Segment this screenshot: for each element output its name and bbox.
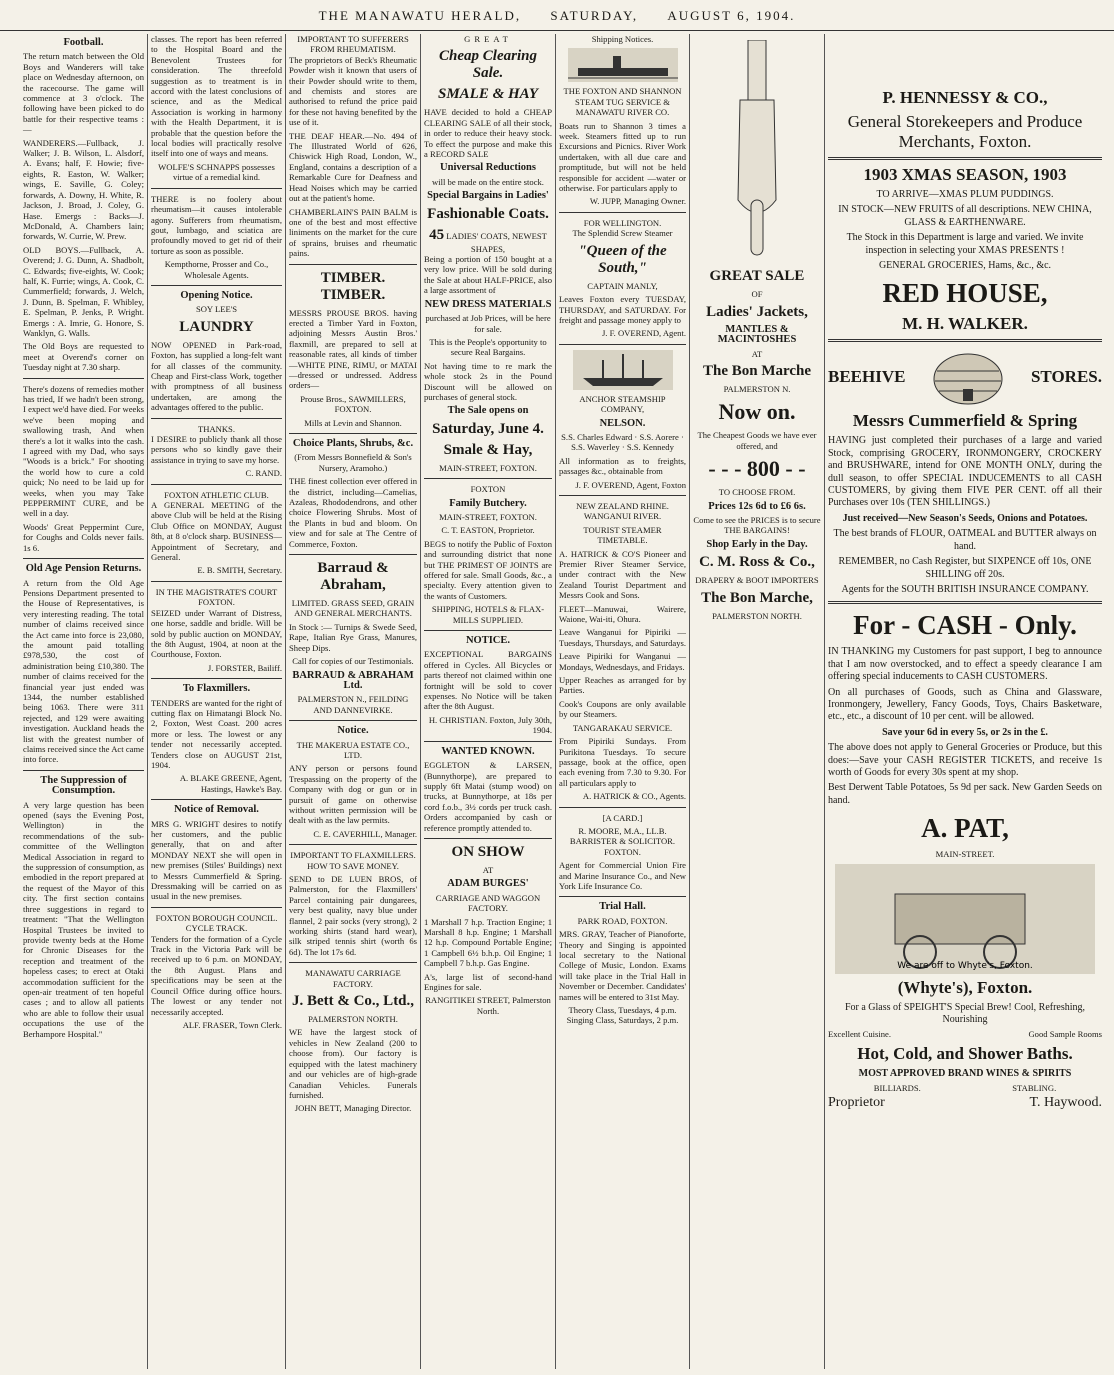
tanga-signature: A. HATRICK & CO., Agents. [582,791,686,802]
opening-title: Opening Notice. [180,289,253,301]
show-list: 1 Marshall 7 h.p. Traction Engine; 1 Marshall 8 h.p. Engine; 1 Marshall 12 h.p. Compound Portable Engine; 1 Campbell 6½ b.h.p. Oil Engine; 1 Campbell 7 b.h.p. Gas Engine. [424,916,552,969]
masthead-paper: THE MANAWATU HERALD, [318,8,522,23]
divider [828,157,1102,160]
pension-body: A return from the Old Age Pensions Department presented to the House of Representatives, is very interesting reading. The total number of claims received since the Act came into force is 23,080, the amount paid totalling £978,530, the cost of administration being £10,380. The number of claims received for the financial year just ended was 1344, the number established being 1063. There were 311 rejected, and 129 were awaiting investigation. Auckland heads the list with the greatest number of claims received since the Act came into force. [23,577,144,765]
bon-marche-title: The Bon Marche [702,363,812,380]
palmerston-label: PALMERSTON N. [723,384,791,395]
notice2-signature: H. CHRISTIAN. Foxton, July 30th, 1904. [428,714,552,736]
pension-title: Old Age Pension Returns. [25,563,142,575]
stabling-label: STABLING. [1012,1083,1057,1094]
timber-signature: Prouse Bros., SAWMILLERS, FOXTON. [300,393,406,415]
ship-icon [573,350,673,390]
xmas-title: 1903 XMAS SEASON, 1903 [863,165,1067,184]
divider [289,554,417,555]
wanted-body: EGGLETON & LARSEN, (Bunnythorpe), are prepared to supply 6ft Matai (stump wood) on trucks, at Bunnythorpe, at 18s per cord f.o.b., 3½ cords per truck cash. Orders accompanied by cash or reference promptly attended to. [424,760,552,833]
ships-list: S.S. Charles Edward · S.S. Aorere · S.S. Waverley · S.S. Kennedy [561,431,684,453]
thanks-body: I DESIRE to publicly thank all those persons who so kindly gave their assistance in trying to save my horse. [151,434,282,465]
great-label: GREAT [464,34,512,44]
butchery-proprietor: C. T. EASTON, Proprietor. [441,525,535,536]
bett-title: J. Bett & Co., Ltd., [291,993,415,1010]
save-line: Save your 6d in every 5s, or 2s in the £. [882,726,1048,738]
shipping-supplied: SHIPPING, HOTELS & FLAX-MILLS SUPPLIED. [431,604,545,625]
divider [151,285,282,286]
barraud-stock: In Stock :— Turnips & Swede Seed, Rape, Italian Rye Grass, Manures, Sheep Dips. [289,621,417,653]
now-on-title: Now on. [718,399,796,425]
arrive-line: TO ARRIVE—XMAS PLUM PUDDINGS. [876,189,1054,200]
queen-title: "Queen of the South," [578,242,667,276]
whytes-title: (Whyte's), Foxton. [897,977,1033,997]
kempthorne: Kempthorne, Prosser and Co., Wholesale Agents. [164,259,269,280]
divider [828,339,1102,342]
bon-marche-2: The Bon Marche, [701,589,813,606]
gray-body: MRS. GRAY, Teacher of Pianoforte, Theory and Singing is appointed local secretary to the National College of Music, London. Exams will take place in the Trial Hall in November or December. Candidates' names will be entered to 31st May. [559,929,686,1002]
cycle-signature: ALF. FRASER, Town Clerk. [182,1019,282,1030]
divider [424,478,552,479]
football-body: The return match between the Old Boys and Wanderers will take place on Wednesday afternoon, on the racecourse. The game will commence at 3 o'clock. The following have been picked to do battle for their respective teams :— [23,51,144,135]
coats-title: Fashionable Coats. [427,205,549,222]
ship1-signature: W. JUPP, Managing Owner. [589,196,686,207]
great-sale-title: GREAT SALE [709,268,805,285]
potatoes-line: Best Derwent Table Potatoes, 5s 9d per sack. New Garden Seeds on hand. [828,782,1102,806]
rhine-title: NEW ZEALAND RHINE. WANGANUI RIVER. [576,500,669,522]
sample-label: Good Sample Rooms [1028,1029,1102,1040]
show-name: ADAM BURGES' [447,878,529,890]
steamer-intro: The Splendid Screw Steamer [572,228,673,239]
cummerfield-title: Messrs Cummerfield & Spring [852,411,1078,431]
palmerston-north: PALMERSTON NORTH. [712,610,802,621]
show-foot: A's, large list of second-hand Engines for sale. [424,971,552,992]
shipping-title: Shipping Notices. [591,34,654,44]
smale-body: HAVE decided to hold a CHEAP CLEARING SALE of all their stock, in order to reduce their heavy stock. To effect the purpose and make this a RECORD SALE [424,107,552,160]
fleet: FLEET—Manuwai, Wairere, Waione, Wai-iti, Ohura. [559,603,686,625]
jackets-title: Ladies' Jackets, [706,303,808,320]
notice-signature: C. E. CAVERHILL, Manager. [313,828,417,839]
pointing-hand-icon [693,40,821,262]
notice2-body: EXCEPTIONAL BARGAINS offered in Cycles. All Bicycles or parts thereof not claimed within one fortnight will be sold to cover expenses. No Notice will be taken after the 8th August. [424,649,552,712]
beehive-label: BEEHIVE [828,367,906,387]
divider [23,770,144,771]
masthead-day: SATURDAY, [550,8,639,23]
divider [424,838,552,839]
hennessy-title: P. HENNESSY & CO., [882,88,1048,107]
laundry-title: LAUNDRY [179,318,254,335]
athletic-body: A GENERAL MEETING of the above Club will be held at the Rising Club Office on MONDAY, August 8th, at 8 o'clock sharp. BUSINESS—Appointment of Secretary, and General. [151,500,282,563]
divider [289,264,417,265]
pat-title: A. PAT, [921,813,1009,844]
drapery-label: DRAPERY & BOOT IMPORTERS [695,575,819,586]
people-line: This is the People's opportunity to secure Real Bargains. [429,336,547,358]
smale2-title: Smale & Hay, [443,441,533,458]
instock-line: IN STOCK—NEW FRUITS of all descriptions. NEW CHINA, GLASS & EARTHENWARE. [838,204,1092,228]
old-boys-note: The Old Boys are requested to meet at Overend's corner on Tuesday night at 7.30 sharp. [23,341,144,373]
butchery-place: FOXTON [470,484,506,495]
opens-date: Saturday, June 4. [432,420,544,437]
beehive-icon [923,347,1013,407]
dress-title: NEW DRESS MATERIALS [424,298,552,310]
notice-sub: THE MAKERUA ESTATE CO., LTD. [296,739,410,760]
thanks-signature: C. RAND. [245,468,282,479]
barraud-title: Barraud & Abraham, [317,560,389,594]
thanking-body: IN THANKING my Customers for past support, I beg to announce that I am now overstocked, and to effect a speedy clearance I am offering special inducements to CASH CUSTOMERS. [828,646,1102,683]
divider [289,844,417,845]
divider [559,212,686,213]
divider [289,433,417,434]
divider [559,495,686,496]
eight-hundred: - - - 800 - - [708,456,806,482]
tanga-body: From Pipiriki Sundays. From Purikitona Tuesdays. To secure passage, book at the office, open each evening from 7.30 to 9.30. For all particulars apply to [559,736,686,788]
cycle-body: Tenders for the formation of a Cycle Track in the Victoria Park will be received up to 6 p.m. on MONDAY, the 8th August. Plans and specifications may be seen at the Council Office during office hours. The lowest or any tender not necessarily accepted. [151,933,282,1017]
suppression-title: The Suppression of Consumption. [40,774,127,797]
tourist-title: TOURIST STEAMER TIMETABLE. [583,524,662,546]
divider [559,344,686,345]
smale-title: SMALE & HAY [437,86,539,103]
queen-signature: J. F. OVEREND, Agent. [601,328,686,339]
athletic-title: FOXTON ATHLETIC CLUB. [164,489,269,500]
barraud-address: PALMERSTON N., FEILDING AND DANNEVIRKE. [297,694,409,715]
hatrick-body: A. HATRICK & CO'S Pioneer and Premier River Steamer Service, under contract with the New Zealand Tourist Department and Messrs Cook and Sons. [559,548,686,601]
removal-body: MRS G. WRIGHT desires to notify her customers, and the public generally, that on and after MONDAY NEXT she will open in new premises (Stiles' Buildings) next to Messrs Cummerfield & Spring. Dressmaking will be carried on as usual in the new premises. [151,818,282,902]
anchor-body: All information as to freights, passages &c., obtainable from [559,455,686,477]
cheap-goods-line: The Cheapest Goods we have ever offered, and [697,430,817,451]
above-body: The above does not apply to General Groceries or Produce, but this does:—Save your CASH REGISTER TICKETS, and receive 1s worth of Goods for every 30s spent at my shop. [828,742,1102,778]
report-body: classes. The report has been referred to the Hospital Board and the Benevolent Trustees for consideration. The threefold suggestion as to treatment is in accord with the latest conclusions of science, and as the Medical Association is working in harmony with the Health Department, it is probable that the question before the local bodies will practically resolve itself into one of ways and means. [151,34,282,159]
divider [151,678,282,679]
billiards-label: BILLIARDS. [873,1083,921,1094]
divider [151,907,282,908]
column-1 [20,34,148,1369]
column-4 [421,34,556,1369]
wolfe-ad: WOLFE'S SCHNAPPS possesses virtue of a remedial kind. [158,161,275,183]
coats-label: LADIES' COATS, NEWEST SHAPES, [446,230,547,254]
column-3 [286,34,421,1369]
divider [23,558,144,559]
park-road: PARK ROAD, FOXTON. [577,915,668,926]
divider [151,418,282,419]
divider [559,896,686,897]
chamberlain-body: CHAMBERLAIN'S PAIN BALM is one of the best and most effective liniments on the market for the cure of sprains, bruises and rheumatic pains. [289,206,417,259]
red-house-title: RED HOUSE, [882,278,1048,309]
athletic-signature: E. B. SMITH, Secretary. [197,565,282,576]
steamer-icon [568,48,678,82]
moore-body: Agent for Commercial Union Fire and Marine Insurance Co., and New York Life Insurance Co. [559,860,686,891]
of-label: OF [751,289,763,300]
agents-line: Agents for the SOUTH BRITISH INSURANCE COMPANY. [841,583,1089,595]
notice2-title: NOTICE. [465,635,511,647]
football-title: Football. [63,37,104,48]
reaches: Upper Reaches as arranged for by Parties. [559,675,686,696]
column-2 [148,34,286,1369]
flax2-sub: HOW TO SAVE MONEY. [307,860,399,871]
leaves-1: Leave Wanganui for Pipiriki — Tuesdays, Thursdays, and Saturdays. [559,627,686,648]
card-label: [A CARD.] [602,812,643,823]
column-5 [556,34,690,1369]
timber-body: MESSRS PROUSE BROS. having erected a Timber Yard in Foxton, adjoining Messrs Austin Bros.' flaxmill, are prepared to sell at reasonable rates, all kinds of timber—WHITE PINE, RIMU, or MATAI—dressed or undressed. Address orders— [289,307,417,391]
special-title: Special Bargains in Ladies' [427,190,549,202]
theory-line: Theory Class, Tuesdays, 4 p.m. Singing Class, Saturdays, 2 p.m. [566,1005,679,1026]
flax-signature: A. BLAKE GREENE, Agent, Hastings, Hawke's Bay. [179,773,282,794]
court-body: SEIZED under Warrant of Distress, one horse, saddle and bridle. Will be sold by public auction on MONDAY, the 8th August, 1904, at noon at the Courthouse, Foxton. [151,607,282,660]
bett-body: WE have the largest stock of vehicles in New Zealand (200 to choose from). Our factory is equipped with the latest machinery and our vehicles are of high-grade Canadian Vehicles. Funerals furnished. [289,1027,417,1100]
coats-body: Being a portion of 150 bought at a very low price. Will be sold during the Sale at about HALF-PRICE, also a large assortment of [424,254,552,296]
proprietor-label: Proprietor [828,1094,885,1110]
flax2-title: IMPORTANT TO FLAXMILLERS. [290,850,416,861]
storekeepers-title: General Storekeepers and Produce Merchants, Foxton. [847,112,1083,151]
ship1-title: THE FOXTON AND SHANNON STEAM TUG SERVICE & MANAWATU RIVER CO. [563,86,682,118]
stores-label: STORES. [1030,367,1102,387]
butchery-address: MAIN-STREET, FOXTON. [439,511,537,522]
ross-title: C. M. Ross & Co., [699,554,815,571]
divider [424,741,552,742]
cummerfield-body: HAVING just completed their purchases of a large and varied Stock, comprising GROCERY, IRONMONGERY, CROCKERY and BRUSHWARE, intend for ONE MONTH ONLY, during the dull season, to offer SPECIAL INDUCEMENTS to all CASH CUSTOMERS, by giving them FIVE PER CENT. off all their Purchases over 10s (TEN SHILLINGS.) [828,435,1102,509]
dress-body: purchased at Job Prices, will be here for sale. [425,313,551,334]
tanga-title: TANGARAKAU SERVICE. [572,722,673,733]
court-signature: J. FORSTER, Bailiff. [207,662,282,673]
remember-line: REMEMBER, no Cash Register, but SIXPENCE off 10s, ONE SHILLING off 20s. [838,556,1092,580]
court-title: IN THE MAGISTRATE'S COURT FOXTON. [155,586,278,608]
divider [559,807,686,808]
main-street: MAIN-STREET. [935,849,995,860]
divider [828,601,1102,604]
opens-label: The Sale opens on [447,405,529,417]
hotel-line: We are off to Whyte's, Foxton. [897,960,1033,971]
universal-title: Universal Reductions [440,162,536,174]
at-label: AT [751,348,763,359]
rheumatism-body: THERE is no foolery about rheumatism—it causes intolerable agony. Sufferers from rheumatism, gout, lumbago, and sciatica are profoundly moved to get rid of their torture as soon as possible. [151,193,282,256]
come-line: Come to see the PRICES is to secure THE BARGAINS! [693,515,821,536]
mantles-title: MANTLES & MACINTOSHES [717,323,797,346]
plants-title: Choice Plants, Shrubs, &c. [292,438,414,449]
purchases-body: On all purchases of Goods, such as China and Glassware, Ironmongery, Jewellery, Fancy Goods, Toys, Chairs Basketware, etc., etc., a discount of 10 per cent. will be allowed. [828,686,1102,723]
notice-title: Notice. [337,725,369,737]
plants-body: THE finest collection ever offered in the district, including—Camelias, Azaleas, Rhododendrons, and other choice Flowering Shrubs. Most of the Plants in bud and bloom. On view and for sale at The Centre of Commerce, Foxton. [289,476,417,549]
barraud-big: BARRAUD & ABRAHAM Ltd. [292,669,414,691]
barraud-foot: Call for copies of our Testimonials. [292,656,414,667]
prices-title: Prices 12s 6d to £6 6s. [708,500,806,512]
butchery-body: BEGS to notify the Public of Foxton and surrounding district that none but THE PRIMEST OF JOINTS are offered for sale. Small Goods, &c., a specialty. Every attention given to the wants of Customers. [424,538,552,601]
haywood-name: T. Haywood. [1029,1094,1102,1110]
divider [151,799,282,800]
leaves-2: Leave Pipiriki for Wanganui — Mondays, Wednesdays, and Fridays. [559,651,686,672]
masthead [0,8,1114,31]
column-7 [825,34,1105,1369]
divider [289,962,417,963]
show-at: AT [482,864,494,875]
suffer-title: IMPORTANT TO SUFFERERS FROM RHEUMATISM. [297,34,409,55]
show-sub: CARRIAGE AND WAGGON FACTORY. [435,892,541,914]
plants-sub: (From Messrs Bonnefield & Son's Nursery, Aramoho.) [294,452,412,473]
notice-body: ANY person or persons found Trespassing on the property of the Company with dog or gun or in pursuit of game on otherwise without written permission will be dealt with as the law permits. [289,763,417,826]
wanderers-team: WANDERERS.—Fullback, J. Walker; J. B. Wilson, L. Alsdorf, A. Evans; half, F. Howie; five-eights, R. Easton, W. Walker; wings, E. Saville, G. Coley; forwards, A. Downy, H. White, R. Jackson, J. Broad, J. Coley, G. Hase. Emergs : Backs—J. McDonald, A. Chambers lain; forwards, W. Currie, W. Prew. [23,137,144,242]
old-boys-team: OLD BOYS.—Fullback, A. Overend; J. G. Dunn, A. Shadbolt, C. Edwards; five-eights, W. Cook; half, K. Furrie; wings, A. Cook, C. Cummerfield; forwards, J. Welch, J. Dunn, B. Spelman, F. Whibley, E. Spelman, P. Jenks, P. Wright. Emergs : A. Imrie, G. Honore, S. Wanklyn, G. Walls. [23,244,144,338]
hotel-coach-illustration [835,864,1095,974]
universal-sub: will be made on the entire stock. [432,176,544,187]
captain: CAPTAIN MANLY, [587,280,658,291]
nelson: NELSON. [599,417,646,429]
wanted-title: WANTED KNOWN. [441,745,535,757]
flour-line: The best brands of FLOUR, OATMEAL and BUTTER always on hand. [833,528,1097,552]
timber-title: TIMBER. TIMBER. [320,269,386,303]
suffer-body: The proprietors of Beck's Rheumatic Powder wish it known that users of their Powder should write to them, and chemists and stores are authorised to refund the price paid for these not having benefited by the use of it. [289,54,417,128]
woods-ad: Woods' Great Peppermint Cure, for Coughs and Colds never fails. 1s 6. [23,521,144,553]
soy-lee: SOY LEE'S [195,304,238,315]
moore-title: R. MOORE, M.A., LL.B. BARRISTER & SOLICITOR. FOXTON. [569,825,676,857]
baths-title: Hot, Cold, and Shower Baths. [857,1043,1073,1063]
deaf-body: THE DEAF HEAR.—No. 494 of The Illustrated World of 626, Chiswick High Road, London, W., England, contains a description of a Remarkable Cure for Deafness and Head Noises which may be carried out at the patient's home. [289,130,417,204]
choose-label: TO CHOOSE FROM. [718,487,796,498]
divider [151,484,282,485]
timber-mills: Mills at Levin and Shannon. [304,417,402,428]
stock-dept: The Stock in this Department is large and varied. We invite inspection in selecting your XMAS PRESENTS ! [846,232,1084,256]
cycle-title: FOXTON BOROUGH COUNCIL. CYCLE TRACK. [155,912,278,934]
walker-title: M. H. WALKER. [902,314,1028,334]
show-title: ON SHOW [451,843,525,860]
anchor-signature: J. F. OVEREND, Agent, Foxton [575,479,686,490]
wellington-title: FOR WELLINGTON. [583,217,662,228]
cash-only-title: For - CASH - Only. [853,610,1077,641]
column-6 [690,34,825,1369]
laundry-body: NOW OPENED in Park-road, Foxton, has supplied a long-felt want for all classes of the community. Cheap and First-class Work, together with promptness of all business undertaken, are among the advantages offered to the public. [151,339,282,413]
thanks-title: THANKS. [197,423,235,434]
shop-early: Shop Early in the Day. [706,538,808,550]
trial-title: Trial Hall. [599,901,646,913]
show-address: RANGITIKEI STREET, Palmerston North. [425,995,551,1016]
divider [151,188,282,189]
flax-title: To Flaxmillers. [182,683,251,695]
flax-body: TENDERS are wanted for the right of cutting flax on Himatangi Block No. 2, Foxton, West Coast. 200 acres more or less. The lowest or any tender not necessarily accepted. Tenders close on AUGUST 21st, 1904. [151,697,282,770]
bett-address: PALMERSTON NORTH. [308,1014,398,1025]
remark-body: Not having time to re mark the whole stock 2s in the Pound Discount will be allowed on purchases of general stock. [424,360,552,402]
removal-title: Notice of Removal. [174,804,259,816]
queen-body: Leaves Foxton every TUESDAY, THURSDAY, and SATURDAY. For freight and passage money apply to [559,294,686,325]
approved-line: MOST APPROVED BRAND WINES & SPIRITS [858,1067,1072,1079]
coats-number: 45 [429,226,445,243]
cuisine-label: Excellent Cuisine. [828,1029,892,1040]
groceries-line: GENERAL GROCERIES, Hams, &c., &c. [878,260,1052,272]
smale2-address: MAIN-STREET, FOXTON. [439,462,537,473]
divider [151,581,282,582]
ship1-body: Boats run to Shannon 3 times a week. Steamers fitted up to run Excursions and Picnics. River Work undertaken, with all due care and promptitude, but will not be held responsible for accident —water or otherwise. For particulars apply to [559,120,686,194]
speight-line: For a Glass of SPEIGHT'S Special Brew! Cool, Refreshing, Nourishing [844,1001,1086,1025]
just-received: Just received—New Season's Seeds, Onions and Potatoes. [842,512,1088,524]
butchery-title: Family Butchery. [449,497,527,509]
divider [424,630,552,631]
barraud-sub: LIMITED. GRASS SEED, GRAIN AND GENERAL MERCHANTS. [291,598,415,619]
cooks: Cook's Coupons are only available by our Steamers. [559,698,686,720]
anchor-title: ANCHOR STEAMSHIP COMPANY, [579,393,666,415]
suppression-body: A very large question has been opened (says the Evening Post, Wellington) in the recommendations of the sub-committee of the Wellington Medical Association in regard to the suppression of consumption, as embodied in the report prepared at the request of the Mayor of this city. The first section contains three suggestions in regard to treatment: "That the Wellington Hospital Trustees be invited to provide twenty beds at the Home for Chronic Diseases for the reception and treatment of the hopeless cases; to erect at Otaki accommodation sufficient for the open-air treatment of ten hopeful cases ; and to allow all patients who are able to follow their usual occupations the use of the Berhampore Hospital." [23,799,144,1039]
divider [23,378,144,379]
cheap-sale-title: Cheap Clearing Sale. [439,48,537,82]
verse: There's dozens of remedies mother has tried, If we hadn't been strong, I expect we'd have died. For weeks we've been moping and swallowing trash, And when there's a lot it walks into the cash. I agreed with my Dad, who says "Woods is a brick." For shooting the world how to cure a cold quick; No need to be laid up for weeks, when you may Take PEPPERMINT CURE, and be well in a day. [23,383,144,519]
masthead-date: AUGUST 6, 1904. [667,8,796,23]
carriage-title: MANAWATU CARRIAGE FACTORY. [305,968,401,989]
divider [289,720,417,721]
flax2-body: SEND to DE LUEN BROS, of Palmerston, for the Flaxmillers' Parcel containing pair dungarees, very best quality, navy blue under flannel, 2 pair socks (very strong), 2 working shirts (stand hard wear), silk striped tennis shirt (worth 6s 6d). The lot 17s 6d. [289,874,417,957]
bett-signature: JOHN BETT, Managing Director. [294,1103,412,1114]
